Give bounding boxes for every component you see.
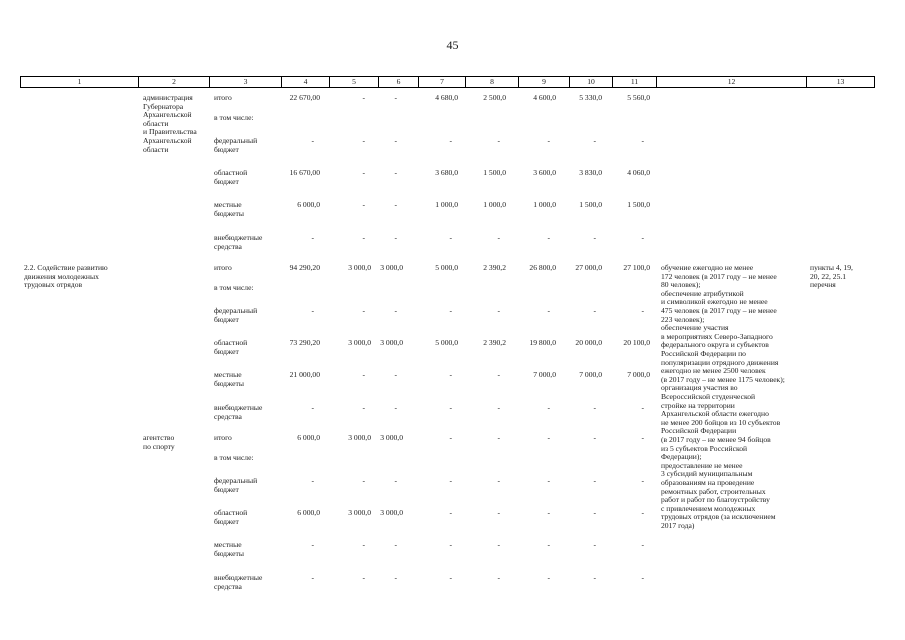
funding-source: бюджеты (214, 208, 244, 218)
funding-value: 2 390,2 (483, 263, 506, 272)
funding-source: местные (214, 200, 242, 209)
funding-value: - (497, 136, 500, 145)
funding-value: - (311, 306, 314, 315)
funding-value: - (362, 370, 365, 379)
funding-value: 4 600,0 (533, 93, 556, 102)
result-text: из 5 субъектов Российской (661, 443, 748, 453)
funding-value: 1 500,0 (483, 168, 506, 177)
funding-value: 7 000,0 (627, 370, 650, 379)
funding-value: - (362, 476, 365, 485)
column-header-9: 9 (518, 77, 569, 87)
column-header-1: 1 (20, 77, 138, 87)
result-text: ремонтных работ, строительных (661, 486, 766, 496)
funding-value: - (394, 403, 397, 412)
funding-value: 1 000,0 (533, 200, 556, 209)
column-header-6: 6 (378, 77, 418, 87)
funding-source: внебюджетные (214, 403, 263, 412)
funding-value: 3 000,0 (348, 338, 371, 347)
funding-value: - (311, 403, 314, 412)
funding-value: - (394, 306, 397, 315)
executor-name: Губернатора (143, 101, 184, 111)
funding-value: - (641, 233, 644, 242)
funding-source: в том числе: (214, 113, 254, 122)
funding-value: - (362, 136, 365, 145)
result-text: (в 2017 году – не менее 1175 человек); (661, 374, 785, 384)
funding-value: - (497, 433, 500, 442)
funding-value: - (311, 540, 314, 549)
funding-source: бюджеты (214, 378, 244, 388)
funding-value: 3 000,0 (348, 433, 371, 442)
funding-value: 1 500,0 (579, 200, 602, 209)
funding-source: внебюджетные (214, 573, 263, 582)
funding-source: в том числе: (214, 283, 254, 292)
funding-value: - (394, 136, 397, 145)
funding-value: - (497, 508, 500, 517)
funding-value: - (394, 476, 397, 485)
result-text: не менее 200 бойцов из 10 субъектов (661, 417, 781, 427)
result-text: и символикой ежегодно не менее (661, 297, 768, 307)
funding-value: - (593, 403, 596, 412)
funding-value: - (547, 403, 550, 412)
funding-source: бюджет (214, 144, 239, 154)
column-header-11: 11 (612, 77, 656, 87)
funding-value: - (497, 476, 500, 485)
column-header-4: 4 (281, 77, 329, 87)
funding-value: - (593, 136, 596, 145)
funding-value: - (641, 433, 644, 442)
result-text: Всероссийской студенческой (661, 392, 756, 401)
funding-value: - (362, 93, 365, 102)
funding-value: - (311, 476, 314, 485)
funding-value: - (394, 233, 397, 242)
funding-value: 2 500,0 (483, 93, 506, 102)
funding-value: - (593, 540, 596, 549)
funding-value: - (449, 370, 452, 379)
executor-name: области (143, 144, 169, 154)
funding-value: - (641, 540, 644, 549)
funding-source: итого (214, 93, 232, 102)
funding-value: - (547, 433, 550, 442)
result-text: 80 человек); (661, 280, 701, 290)
result-text: обеспечение участия (661, 323, 729, 333)
funding-value: - (547, 476, 550, 485)
result-text: 3 субсидий муниципальным (661, 469, 753, 479)
funding-value: - (362, 200, 365, 209)
funding-value: - (449, 540, 452, 549)
result-text: популяризации отрядного движения (661, 357, 779, 367)
result-text: образованиям на проведение (661, 478, 755, 487)
result-text: Российской Федерации по (661, 349, 746, 358)
funding-source: бюджет (214, 484, 239, 494)
result-text: Архангельской области ежегодно (661, 409, 769, 419)
funding-value: 3 830,0 (579, 168, 602, 177)
funding-value: - (641, 573, 644, 582)
funding-value: - (497, 573, 500, 582)
funding-value: - (497, 403, 500, 412)
funding-source: бюджет (214, 176, 239, 186)
executor-name: агентство (143, 433, 175, 442)
funding-value: 3 680,0 (435, 168, 458, 177)
result-text: стройке на территории (661, 400, 735, 410)
funding-value: - (394, 573, 397, 582)
executor-name: Архангельской (143, 110, 192, 120)
funding-value: - (449, 433, 452, 442)
funding-source: местные (214, 540, 242, 549)
result-text: Российской Федерации (661, 426, 737, 436)
funding-value: 3 000,0 (348, 263, 371, 272)
funding-value: - (449, 573, 452, 582)
funding-value: - (547, 136, 550, 145)
funding-value: 5 560,0 (627, 93, 650, 102)
funding-value: 3 000,0 (380, 338, 403, 347)
column-header-5: 5 (329, 77, 378, 87)
funding-value: - (593, 508, 596, 517)
funding-value: - (547, 306, 550, 315)
page-number: 45 (446, 38, 459, 52)
funding-value: 2 390,2 (483, 338, 506, 347)
result-text: с привлечением молодежных (661, 503, 756, 513)
column-header-10: 10 (569, 77, 612, 87)
funding-value: - (593, 573, 596, 582)
funding-source: в том числе: (214, 453, 254, 462)
result-text: Федерации); (661, 452, 702, 462)
funding-value: - (394, 370, 397, 379)
result-text: в мероприятиях Северо-Западного (661, 331, 773, 341)
funding-value: 6 000,0 (297, 200, 320, 209)
funding-value: - (449, 233, 452, 242)
funding-value: 19 800,0 (529, 338, 556, 347)
funding-source: местные (214, 370, 242, 379)
funding-value: 6 000,0 (297, 508, 320, 517)
funding-value: 3 000,0 (380, 433, 403, 442)
funding-value: - (593, 233, 596, 242)
funding-value: - (394, 540, 397, 549)
task-name: 2.2. Содействие развитию (24, 263, 108, 272)
funding-value: - (547, 508, 550, 517)
funding-value: - (497, 370, 500, 379)
funding-value: 1 000,0 (435, 200, 458, 209)
funding-value: 20 100,0 (623, 338, 650, 347)
funding-source: внебюджетные (214, 233, 263, 242)
funding-value: - (641, 403, 644, 412)
funding-value: 27 100,0 (623, 263, 650, 272)
funding-value: 16 670,00 (289, 168, 320, 177)
funding-value: 3 000,0 (348, 508, 371, 517)
funding-value: 3 000,0 (380, 263, 403, 272)
result-text: 475 человек (в 2017 году – не менее (661, 306, 777, 315)
plan-points: пункты 4, 19, (810, 263, 853, 272)
result-text: трудовых отрядов (за исключением (661, 512, 776, 522)
funding-value: 26 800,0 (529, 263, 556, 272)
funding-value: - (449, 306, 452, 315)
funding-value: - (362, 168, 365, 177)
plan-points: 20, 22, 25.1 (810, 271, 847, 281)
funding-value: - (311, 573, 314, 582)
funding-value: 5 330,0 (579, 93, 602, 102)
funding-value: - (362, 540, 365, 549)
result-text: 2017 года) (661, 521, 695, 530)
column-header-3: 3 (209, 77, 281, 87)
funding-value: 6 000,0 (297, 433, 320, 442)
funding-value: 7 000,0 (533, 370, 556, 379)
result-text: обеспечение атрибутикой (661, 288, 744, 298)
funding-value: - (449, 476, 452, 485)
result-text: федерального округа и субъектов (661, 340, 769, 350)
funding-value: 4 680,0 (435, 93, 458, 102)
executor-name: администрация (143, 93, 193, 102)
funding-value: - (641, 476, 644, 485)
funding-value: - (449, 403, 452, 412)
funding-value: 5 000,0 (435, 338, 458, 347)
funding-value: - (362, 403, 365, 412)
funding-value: - (497, 233, 500, 242)
funding-value: 27 000,0 (575, 263, 602, 272)
funding-value: - (394, 200, 397, 209)
funding-value: - (311, 136, 314, 145)
funding-value: - (593, 433, 596, 442)
funding-value: - (547, 233, 550, 242)
funding-source: бюджеты (214, 548, 244, 558)
funding-source: федеральный (214, 136, 258, 145)
funding-source: бюджет (214, 346, 239, 356)
funding-source: бюджет (214, 516, 239, 526)
funding-value: 4 060,0 (627, 168, 650, 177)
executor-name: и Правительства (143, 127, 197, 137)
result-text: предоставление не менее (661, 460, 743, 470)
funding-value: 1 000,0 (483, 200, 506, 209)
result-text: 223 человек); (661, 314, 705, 324)
funding-value: - (641, 136, 644, 145)
result-text: ежегодно не менее 2500 человек (661, 366, 766, 376)
funding-value: - (449, 136, 452, 145)
result-text: работ и работ по благоустройству (661, 495, 770, 505)
funding-source: федеральный (214, 306, 258, 315)
funding-source: областной (214, 508, 248, 517)
funding-value: - (449, 508, 452, 517)
funding-value: 21 000,00 (289, 370, 320, 379)
funding-value: 73 290,20 (289, 338, 320, 347)
funding-value: - (497, 540, 500, 549)
result-text: организация участия во (661, 383, 738, 393)
funding-source: областной (214, 168, 248, 177)
column-header-12: 12 (656, 77, 806, 87)
column-header-13: 13 (806, 77, 875, 87)
task-name: движения молодежных (24, 271, 99, 281)
executor-name: области (143, 118, 169, 128)
funding-value: - (394, 93, 397, 102)
plan-points: перечня (810, 280, 836, 290)
funding-value: 7 000,0 (579, 370, 602, 379)
executor-name: Архангельской (143, 136, 192, 145)
column-header-2: 2 (138, 77, 209, 87)
executor-name: по спорту (143, 441, 175, 451)
funding-value: - (311, 233, 314, 242)
funding-value: - (593, 476, 596, 485)
funding-source: итого (214, 263, 232, 272)
funding-source: средства (214, 581, 242, 591)
table-header-row (20, 76, 875, 88)
funding-value: 3 000,0 (380, 508, 403, 517)
funding-source: итого (214, 433, 232, 442)
funding-value: - (547, 540, 550, 549)
result-text: (в 2017 году – не менее 94 бойцов (661, 435, 771, 444)
result-text: обучение ежегодно не менее (661, 263, 754, 272)
funding-value: - (362, 573, 365, 582)
funding-source: федеральный (214, 476, 258, 485)
funding-source: бюджет (214, 314, 239, 324)
funding-source: областной (214, 338, 248, 347)
funding-value: - (641, 306, 644, 315)
funding-value: 1 500,0 (627, 200, 650, 209)
funding-value: 94 290,20 (289, 263, 320, 272)
funding-source: средства (214, 411, 242, 421)
funding-value: 20 000,0 (575, 338, 602, 347)
funding-value: - (497, 306, 500, 315)
funding-value: 22 670,00 (289, 93, 320, 102)
funding-value: - (593, 306, 596, 315)
funding-value: 3 600,0 (533, 168, 556, 177)
column-header-7: 7 (418, 77, 465, 87)
funding-source: средства (214, 241, 242, 251)
funding-value: - (394, 168, 397, 177)
task-name: трудовых отрядов (24, 280, 83, 290)
funding-value: - (362, 233, 365, 242)
funding-value: 5 000,0 (435, 263, 458, 272)
column-header-8: 8 (465, 77, 518, 87)
funding-value: - (362, 306, 365, 315)
result-text: 172 человек (в 2017 году – не менее (661, 271, 777, 281)
funding-value: - (641, 508, 644, 517)
funding-value: - (547, 573, 550, 582)
